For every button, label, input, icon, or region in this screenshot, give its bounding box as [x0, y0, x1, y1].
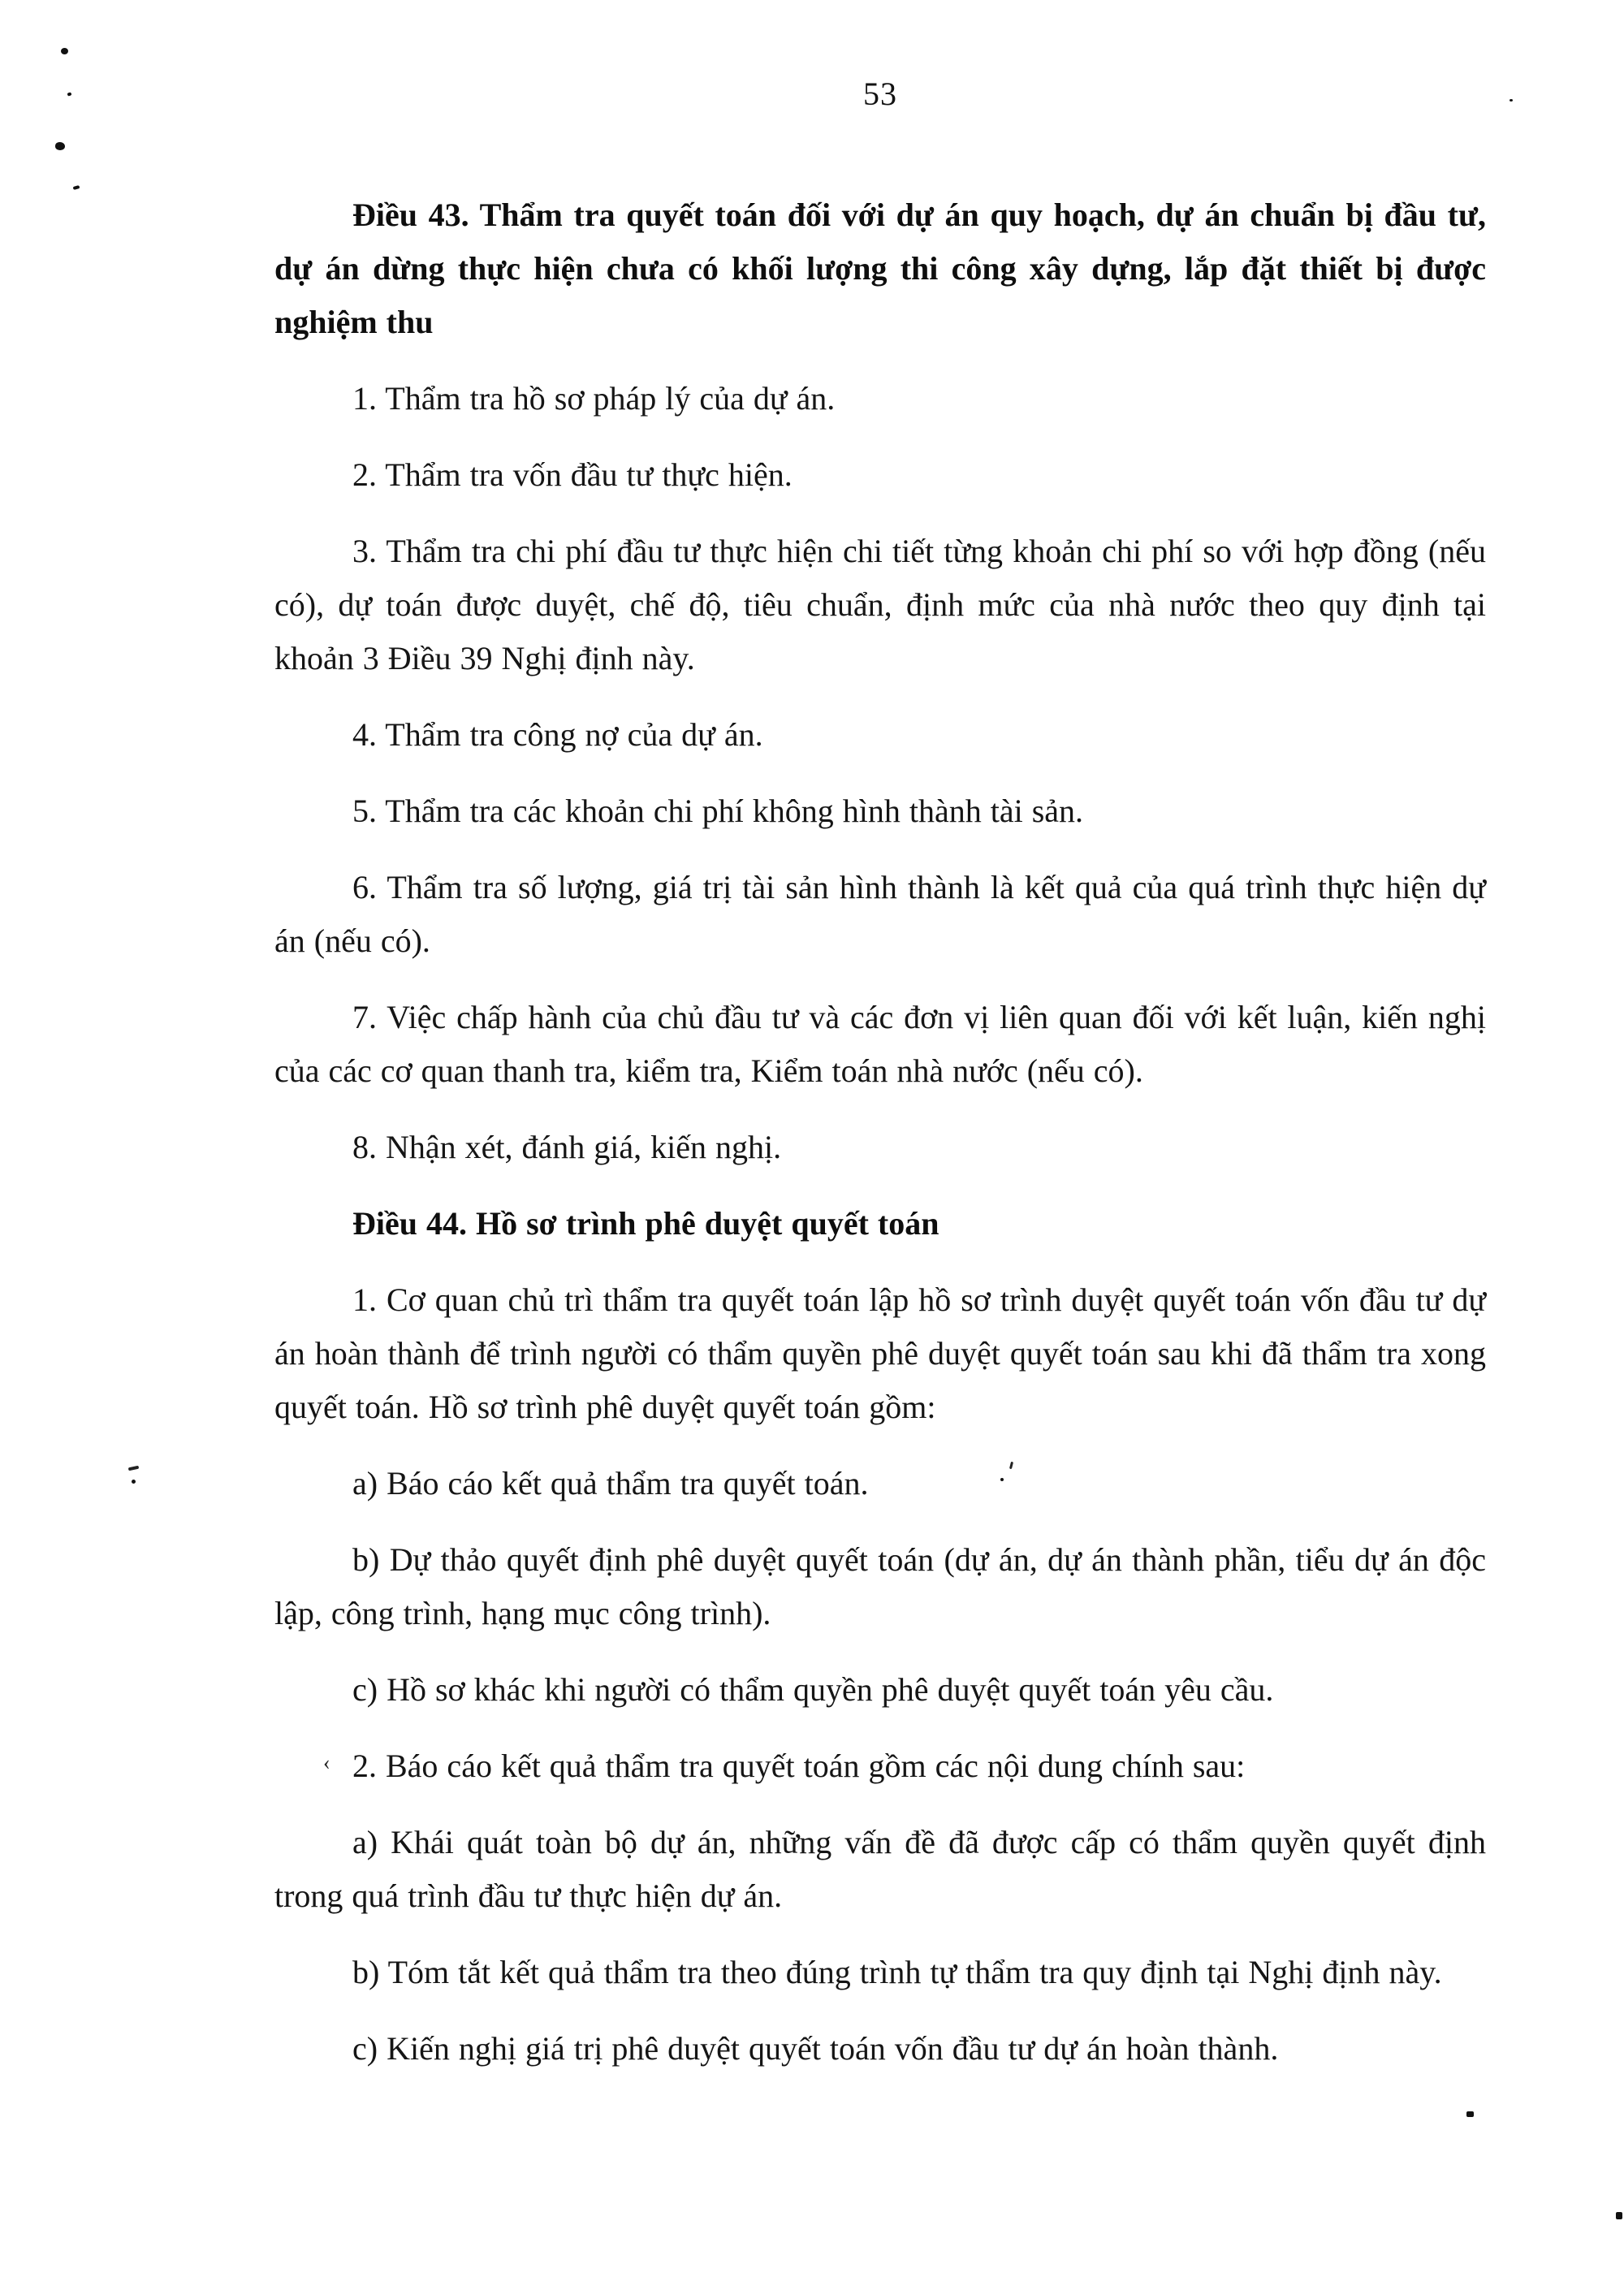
article-44-clause-1-point-a: a) Báo cáo kết quả thẩm tra quyết toán.: [352, 1465, 869, 1501]
article-43-clause-1: 1. Thẩm tra hồ sơ pháp lý của dự án.: [352, 380, 836, 417]
page-number: 53: [863, 76, 897, 112]
article-43-clause-7: 7. Việc chấp hành của chủ đầu tư và các đơn vị liên quan đối với kết luận, kiến nghị của các cơ quan thanh tra, kiểm tra, Kiểm toán nhà nước (nếu có).: [274, 999, 1486, 1089]
ink-speck: ‹: [323, 1751, 330, 1774]
ink-speck: [132, 1480, 136, 1484]
document-body: [274, 188, 1486, 2098]
article-43-clause-4: 4. Thẩm tra công nợ của dự án.: [352, 716, 763, 753]
ink-speck: [67, 92, 71, 96]
article-43-clause-5: 5. Thẩm tra các khoản chi phí không hình thành tài sản.: [352, 793, 1084, 829]
article-44-heading: Điều 44. Hồ sơ trình phê duyệt quyết toán: [352, 1205, 939, 1242]
article-44-clause-1: 1. Cơ quan chủ trì thẩm tra quyết toán lập hồ sơ trình duyệt quyết toán vốn đầu tư dự án hoàn thành để trình người có thẩm quyền phê duyệt quyết toán sau khi đã thẩm tra xong quyết toán. Hồ sơ trình phê duyệt quyết toán gồm:: [274, 1281, 1486, 1425]
article-44-clause-2-point-c: c) Kiến nghị giá trị phê duyệt quyết toán vốn đầu tư dự án hoàn thành.: [352, 2030, 1279, 2067]
article-43-clause-6: 6. Thẩm tra số lượng, giá trị tài sản hình thành là kết quả của quá trình thực hiện dự án (nếu có).: [274, 869, 1486, 959]
article-43-clause-2: 2. Thẩm tra vốn đầu tư thực hiện.: [352, 456, 793, 493]
article-43-clause-8: 8. Nhận xét, đánh giá, kiến nghị.: [352, 1129, 782, 1165]
ink-speck: [55, 142, 65, 150]
ink-speck: [128, 1466, 140, 1471]
article-43-clause-3: 3. Thẩm tra chi phí đầu tư thực hiện chi tiết từng khoản chi phí so với hợp đồng (nếu có), dự toán được duyệt, chế độ, tiêu chuẩn, định mức của nhà nước theo quy định tại khoản 3 Điều 39 Nghị định này.: [274, 533, 1486, 676]
ink-speck: [1466, 2111, 1474, 2117]
article-44-clause-1-point-c: c) Hồ sơ khác khi người có thẩm quyền phê duyệt quyết toán yêu cầu.: [352, 1671, 1274, 1708]
article-43-heading: Điều 43. Thẩm tra quyết toán đối với dự án quy hoạch, dự án chuẩn bị đầu tư, dự án dừng thực hiện chưa có khối lượng thi công xây dựng, lắp đặt thiết bị được nghiệm thu: [274, 197, 1486, 340]
ink-speck: [1616, 2212, 1622, 2219]
article-44-clause-2-point-a: a) Khái quát toàn bộ dự án, những vấn đề đã được cấp có thẩm quyền quyết định trong quá trình đầu tư thực hiện dự án.: [274, 1824, 1486, 1914]
ink-speck: [73, 185, 80, 190]
ink-speck: [61, 48, 68, 54]
article-44-clause-2: 2. Báo cáo kết quả thẩm tra quyết toán gồm các nội dung chính sau:: [352, 1748, 1246, 1784]
ink-speck: [1510, 99, 1513, 102]
article-44-clause-1-point-b: b) Dự thảo quyết định phê duyệt quyết toán (dự án, dự án thành phần, tiểu dự án độc lập, công trình, hạng mục công trình).: [274, 1541, 1486, 1631]
article-44-clause-2-point-b: b) Tóm tắt kết quả thẩm tra theo đúng trình tự thẩm tra quy định tại Nghị định này.: [352, 1954, 1442, 1990]
